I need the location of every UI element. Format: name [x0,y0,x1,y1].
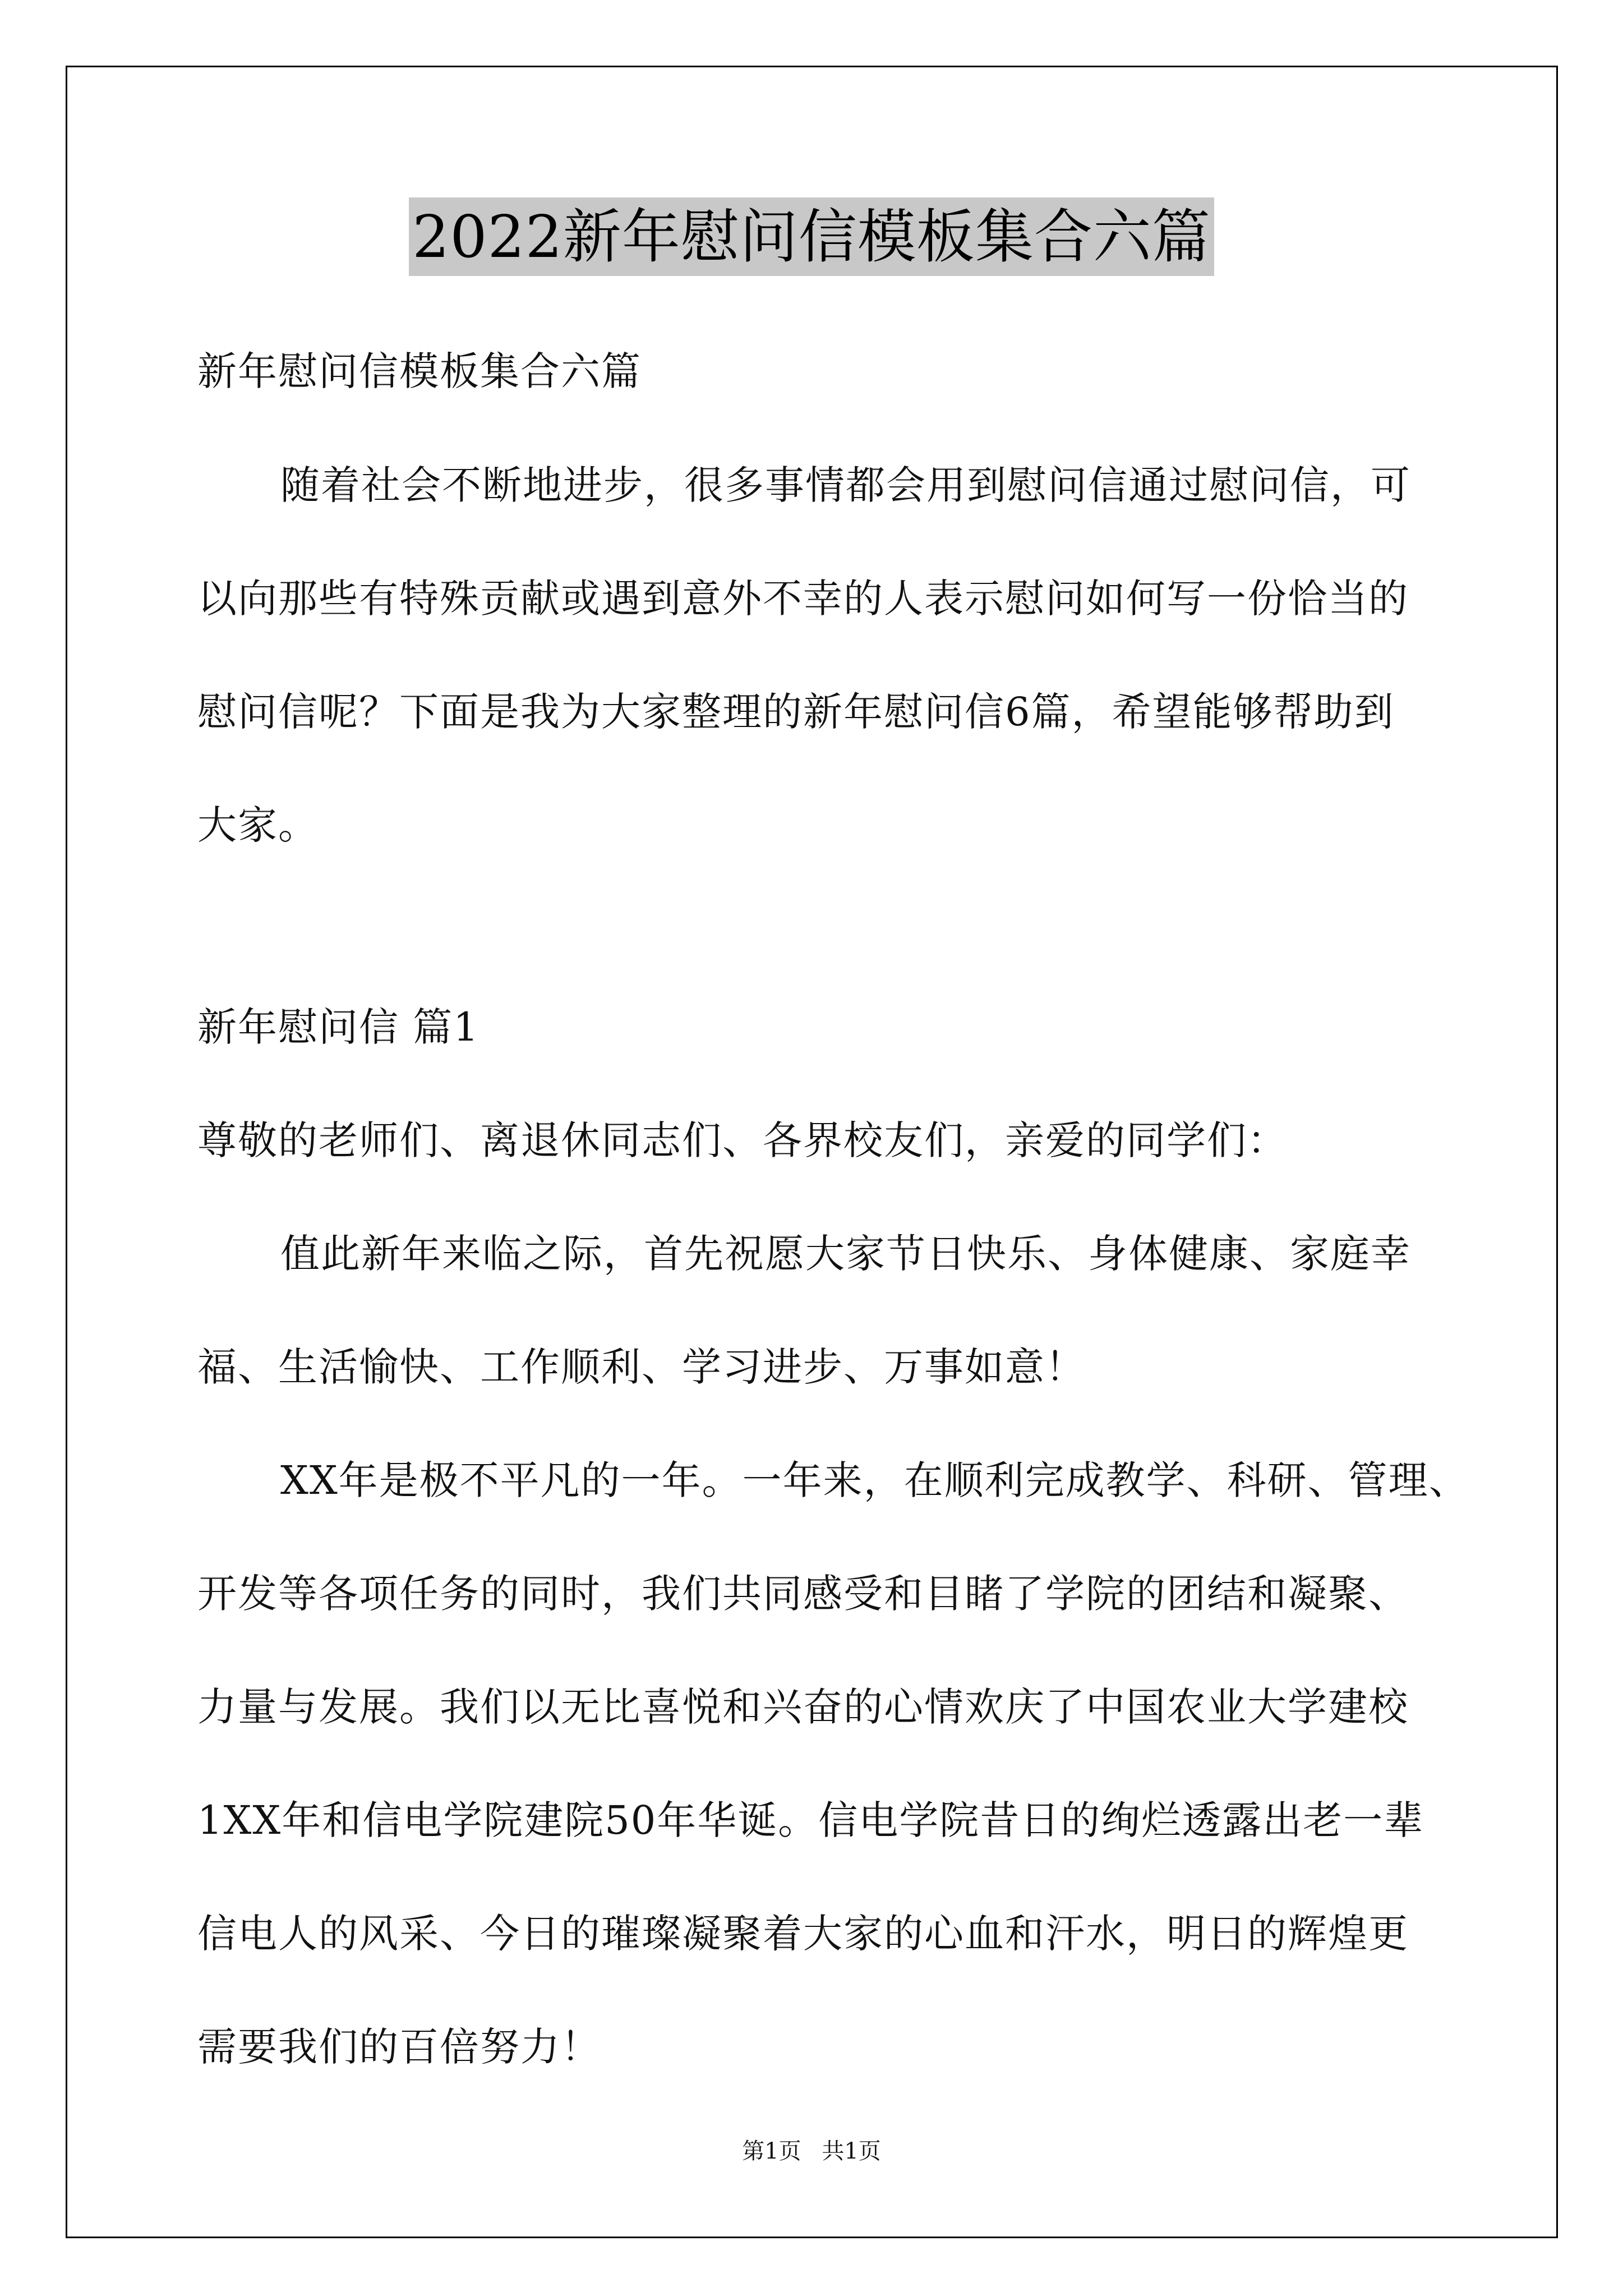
para2-line-4: 1XX年和信电学院建院50年华诞。信电学院昔日的绚烂透露出老一辈 [197,1797,1424,1843]
intro-line-4: 大家。 [197,802,319,848]
para2-line-2: 开发等各项任务的同时，我们共同感受和目睹了学院的团结和凝聚、 [197,1571,1409,1617]
salutation-line: 尊敬的老师们、离退休同志们、各界校友们，亲爱的同学们： [197,1117,1288,1163]
intro-line-3: 慰问信呢？下面是我为大家整理的新年慰问信6篇，希望能够帮助到 [197,689,1395,735]
para1-line-2: 福、生活愉快、工作顺利、学习进步、万事如意！ [197,1344,1086,1390]
section-heading: 新年慰问信 篇1 [197,1004,479,1050]
page-number: 第1页 [742,2138,801,2164]
para1-line-1: 值此新年来临之际，首先祝愿大家节日快乐、身体健康、家庭幸 [280,1231,1411,1277]
para2-line-6: 需要我们的百倍努力！ [197,2024,601,2070]
intro-line-2: 以向那些有特殊贡献或遇到意外不幸的人表示慰问如何写一份恰当的 [197,576,1409,622]
subtitle-line: 新年慰问信模板集合六篇 [197,348,642,394]
para2-line-1: XX年是极不平凡的一年。一年来，在顺利完成教学、科研、管理、 [280,1457,1469,1503]
page-footer [0,2137,1623,2165]
para2-line-5: 信电人的风采、今日的璀璨凝聚着大家的心血和汗水，明日的辉煌更 [197,1911,1409,1957]
para2-line-3: 力量与发展。我们以无比喜悦和兴奋的心情欢庆了中国农业大学建校 [197,1684,1409,1730]
page-total: 共1页 [822,2138,881,2164]
title-container [0,197,1623,276]
document-title: 2022新年慰问信模板集合六篇 [409,197,1214,276]
intro-line-1: 随着社会不断地进步，很多事情都会用到慰问信通过慰问信，可 [280,462,1411,508]
